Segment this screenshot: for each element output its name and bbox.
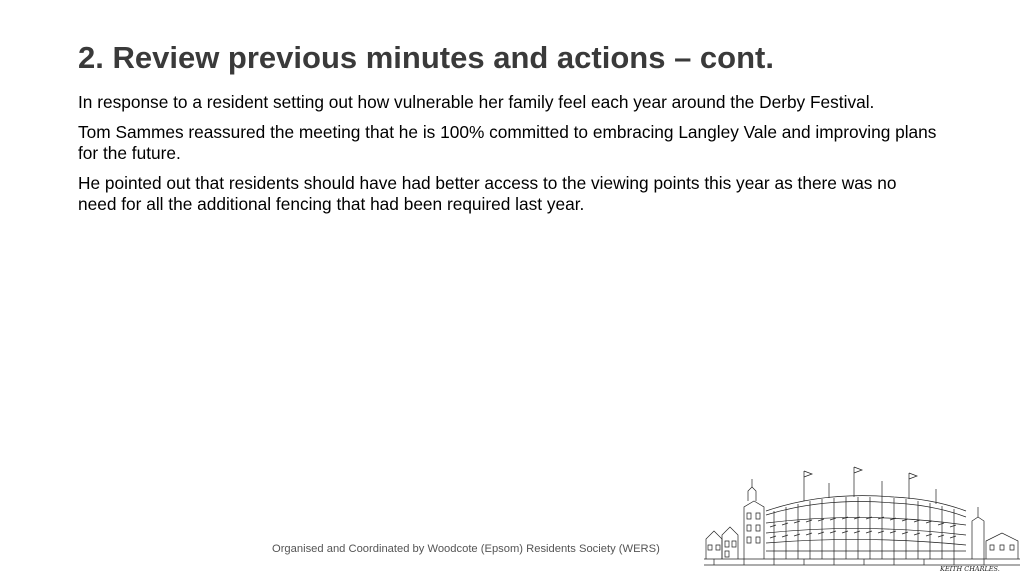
grandstand-illustration xyxy=(704,461,1020,573)
body-paragraph: In response to a resident setting out how vulnerable her family feel each year around the Derby Festival. xyxy=(78,92,875,112)
slide-title: 2. Review previous minutes and actions – cont. xyxy=(78,40,774,75)
grandstand-sketch xyxy=(704,461,1020,573)
slide-footer: Organised and Coordinated by Woodcote (Epsom) Residents Society (WERS) xyxy=(272,543,660,555)
slide-body xyxy=(78,92,938,224)
body-paragraph: Tom Sammes reassured the meeting that he is 100% committed to embracing Langley Vale and improving plans for the future. xyxy=(78,122,937,163)
body-paragraph: He pointed out that residents should have had better access to the viewing points this year as there was no need for all the additional fencing that had been required last year. xyxy=(78,173,897,214)
artist-signature: KEITH CHARLES. xyxy=(940,565,1000,573)
